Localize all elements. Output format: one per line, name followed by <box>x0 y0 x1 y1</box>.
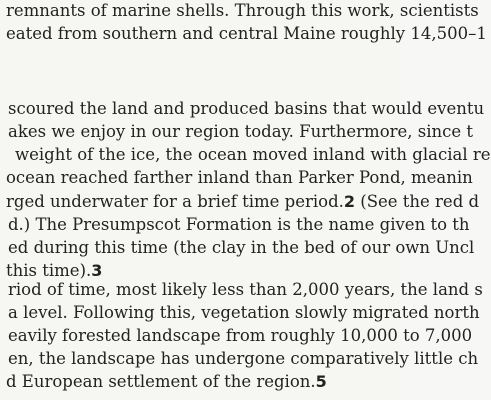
text-line: eated from southern and central Maine roughly 14,500–1 <box>6 24 487 43</box>
footnote-marker: 3 <box>91 261 103 280</box>
footnote-marker: 5 <box>315 372 327 391</box>
text-line <box>6 194 479 211</box>
text-line <box>6 263 102 280</box>
text-line: akes we enjoy in our region today. Furthermore, since t <box>8 122 474 141</box>
text-run: this time). <box>6 261 92 280</box>
text-run: (See the red d <box>355 192 480 211</box>
footnote-marker: 2 <box>343 192 356 211</box>
text-line: riod of time, most likely less than 2,000 years, the land s <box>8 280 483 299</box>
text-line: remnants of marine shells. Through this work, scientists <box>6 1 479 20</box>
text-line: eavily forested landscape from roughly 10,000 to 7,000 <box>8 326 473 345</box>
text-line: scoured the land and produced basins that would eventu <box>8 99 485 118</box>
text-run: d European settlement of the region. <box>6 372 316 391</box>
text-line: weight of the ice, the ocean moved inland with glacial re <box>15 145 491 164</box>
text-line: a level. Following this, vegetation slowly migrated north <box>8 303 480 322</box>
text-line: d.) The Presumpscot Formation is the name given to th <box>8 215 470 234</box>
text-line: ed during this time (the clay in the bed of our own Uncl <box>8 238 475 257</box>
text-line: ocean reached farther inland than Parker Pond, meanin <box>6 168 473 187</box>
text-line: en, the landscape has undergone comparatively little ch <box>8 349 479 368</box>
text-run: rged underwater for a brief time period. <box>6 192 344 211</box>
text-line <box>6 374 327 391</box>
